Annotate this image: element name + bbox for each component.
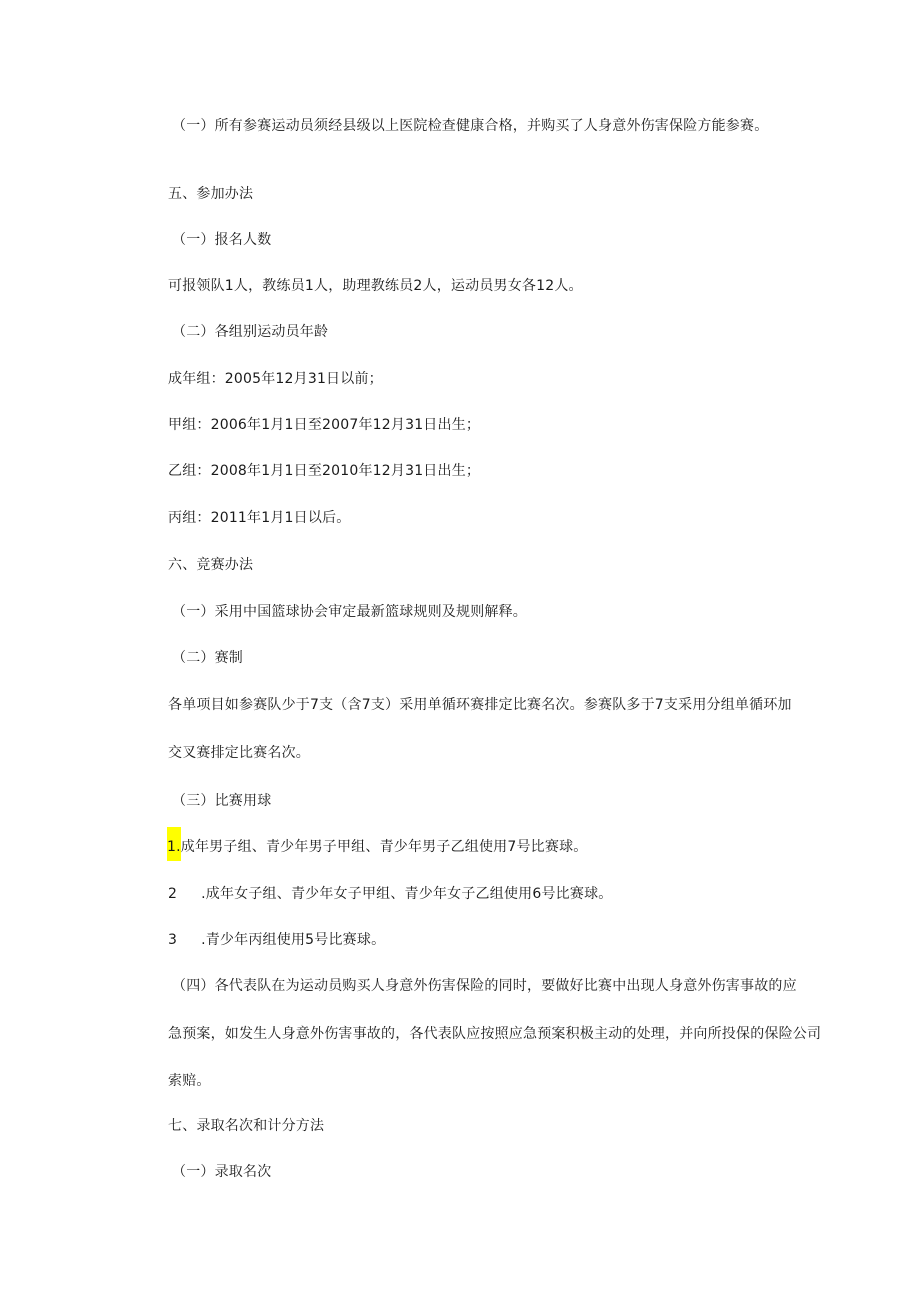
subheading-match-ball: （三）比赛用球	[172, 793, 272, 809]
section-heading-5: 五、参加办法	[168, 186, 254, 202]
list-item-text: .成年女子组、青少年女子甲组、青少年女子乙组使用6号比赛球。	[201, 886, 613, 902]
list-item-text: .青少年丙组使用5号比赛球。	[201, 932, 386, 948]
age-group-c: 丙组：2011年1月1日以后。	[168, 510, 351, 526]
paragraph-insurance-line-1: （四）各代表队在为运动员购买人身意外伤害保险的同时，要做好比赛中出现人身意外伤害事故的应	[172, 978, 797, 994]
age-group-b: 乙组：2008年1月1日至2010年12月31日出生；	[168, 463, 481, 479]
subheading-age-groups: （二）各组别运动员年龄	[172, 324, 329, 340]
highlighted-number: 1.	[167, 827, 181, 861]
paragraph-format-line-1: 各单项目如参赛队少于7支（含7支）采用单循环赛排定比赛名次。参赛队多于7支采用分组单循环加	[168, 697, 792, 713]
list-item-ball-1	[167, 837, 587, 861]
subheading-format: （二）赛制	[172, 650, 243, 666]
age-group-a: 甲组：2006年1月1日至2007年12月31日出生；	[168, 417, 481, 433]
paragraph-registration-count: 可报领队1人，教练员1人，助理教练员2人，运动员男女各12人。	[168, 278, 583, 294]
subheading-ranking: （一）录取名次	[172, 1164, 272, 1180]
paragraph-health-requirement: （一）所有参赛运动员须经县级以上医院检查健康合格，并购买了人身意外伤害保险方能参赛。	[172, 118, 769, 134]
subheading-rules: （一）采用中国篮球协会审定最新篮球规则及规则解释。	[172, 604, 527, 620]
subheading-registration-count: （一）报名人数	[172, 232, 272, 248]
paragraph-format-line-2: 交叉赛排定比赛名次。	[168, 745, 310, 761]
list-item-number: 3	[168, 932, 178, 948]
list-item-text: 成年男子组、青少年男子甲组、青少年男子乙组使用7号比赛球。	[180, 839, 588, 855]
list-item-ball-2	[168, 884, 612, 904]
list-item-number: 2	[168, 886, 178, 902]
age-group-adult: 成年组：2005年12月31日以前；	[168, 371, 383, 387]
paragraph-insurance-line-3: 索赔。	[168, 1073, 211, 1089]
section-heading-6: 六、竞赛办法	[168, 557, 254, 573]
list-item-ball-3	[168, 930, 385, 950]
section-heading-7: 七、录取名次和计分方法	[168, 1118, 325, 1134]
paragraph-insurance-line-2: 急预案，如发生人身意外伤害事故的，各代表队应按照应急预案积极主动的处理，并向所投保的保险公司	[168, 1026, 822, 1042]
